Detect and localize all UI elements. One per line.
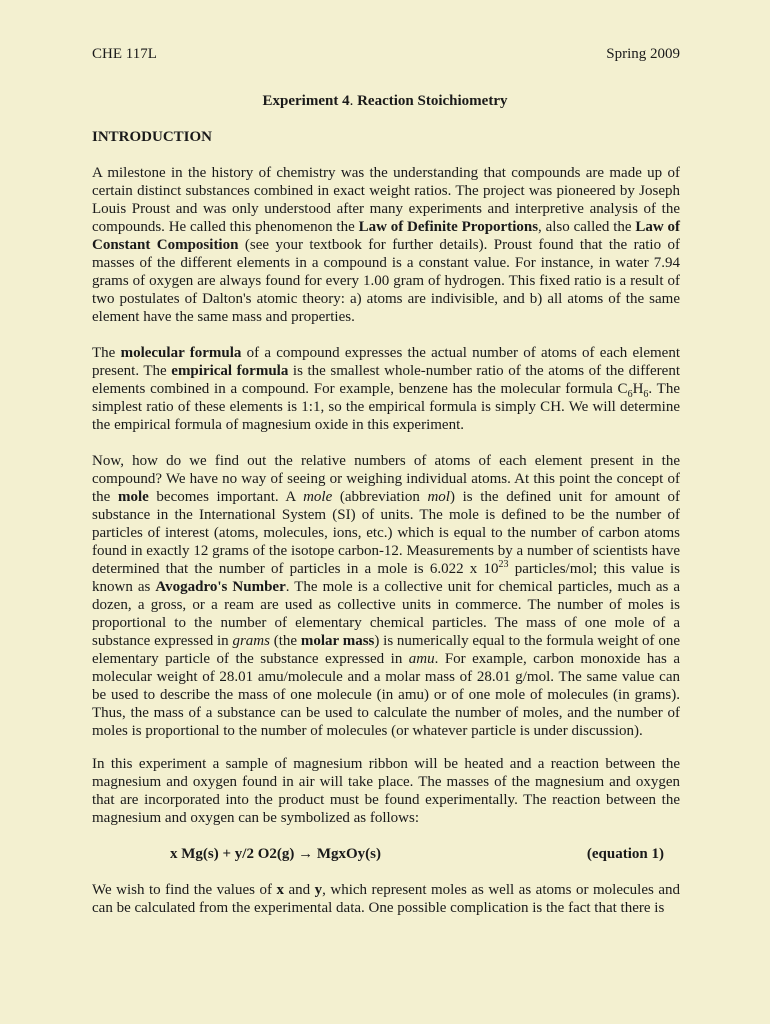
term: Spring 2009	[606, 46, 680, 62]
term-bold: mole	[117, 489, 149, 505]
paragraph-2: The molecular formula of a compound expresses the actual number of atoms of each element present. The empirical formula is the smallest whole-number ratio of the atoms of the different elements combined in a compound. For example, benzene has the molecular formula $C_6H_6$. The simplest ratio of these elements is 1:1, so the empirical formula is simply CH. We will determine the empirical formula of magnesium oxide in this experiment.	[92, 345, 680, 433]
paragraph-3: Now, how do we find out the relative numbers of atoms of each element present in the compound? We have no way of seeing or weighing individual atoms. At this point the concept of the mole becomes important. A mole (abbreviation mol) is the defined unit for amount of substance in the International System (SI) of units. The mole is defined to be the number of particles of interest (atoms, molecules, ions, etc.) which is equal to the number of carbon atoms found in exactly 12 grams of the isotope carbon-12. Measurements by a number of scientists have determined that the number of particles in a mole is 6.022 x $10^{23}$ particles/mol; this value is known as Avogadro's Number. The mole is a collective unit for chemical particles, much as a dozen, a gross, or a ream are used as collective units in commerce. The number of moles is proportional to the number of elementary chemical particles. The mass of one mole of a substance expressed in grams (the molar mass) is numerically equal to the formula weight of one elementary particle of the substance expressed in amu. For example, carbon monoxide has a molecular weight of 28.01 amu/molecule and a molar mass of 28.01 g/mol. The same value can be used to describe the mass of one molecule (in amu) or of one mole of molecules (in grams). Thus, the mass of a substance can be used to calculate the number of moles, and the number of moles is proportional to the number of molecules (or whatever particle is under discussion).	[92, 453, 681, 739]
term-bold: Avogadro's Number	[155, 579, 286, 595]
experiment-title	[0, 93, 770, 110]
paragraph-1: A milestone in the history of chemistry was the understanding that compounds are made up of certain distinct substances combined in exact weight ratios. The project was pioneered by Joseph Louis Proust and was only understood after many experiments and interpretive analysis of the compounds. He called this phenomenon the Law of Definite Proportions, also called the Law of Constant Composition (see your textbook for further details). Proust found that the ratio of masses of the different elements in a compound is a constant value. For instance, in water 7.94 grams of oxygen are always found for every 1.00 gram of hydrogen. This fixed ratio is a result of two postulates of Dalton's atomic theory: a) atoms are indivisible, and b) all atoms of the same element have the same mass and properties.	[92, 165, 680, 325]
course-code: CHE 117L	[92, 46, 157, 62]
title-rest: Reaction Stoichiometry	[353, 93, 508, 109]
term-bold: empirical formula	[171, 363, 289, 379]
term-bold: Law of Constant Composition	[92, 219, 680, 253]
experiment-number: Experiment 4	[262, 93, 350, 109]
title-separator: .	[349, 93, 354, 109]
paragraph-4: In this experiment a sample of magnesium ribbon will be heated and a reaction between the magnesium and oxygen found in air will take place. The masses of the magnesium and oxygen that are incorporated into the product must be found experimentally. The reaction between the magnesium and oxygen can be symbolized as follows:	[92, 756, 680, 826]
reaction-equation: x Mg(s) + y/2 O2(g) → MgxOy(s)	[170, 846, 382, 862]
variable-x: x	[276, 882, 284, 898]
section-heading: INTRODUCTION	[92, 129, 213, 145]
term-bold: molar mass	[300, 633, 375, 649]
paragraph-5: We wish to find the values of x and y, which represent moles as well as atoms or molecules and can be calculated from the experimental data. One possible complication is the fact that there is	[92, 882, 680, 916]
term-bold: Law of Definite Proportions	[358, 219, 539, 235]
term-bold: molecular formula	[120, 345, 242, 361]
equation-label: (equation 1)	[586, 846, 664, 862]
variable-y: y	[314, 882, 323, 898]
